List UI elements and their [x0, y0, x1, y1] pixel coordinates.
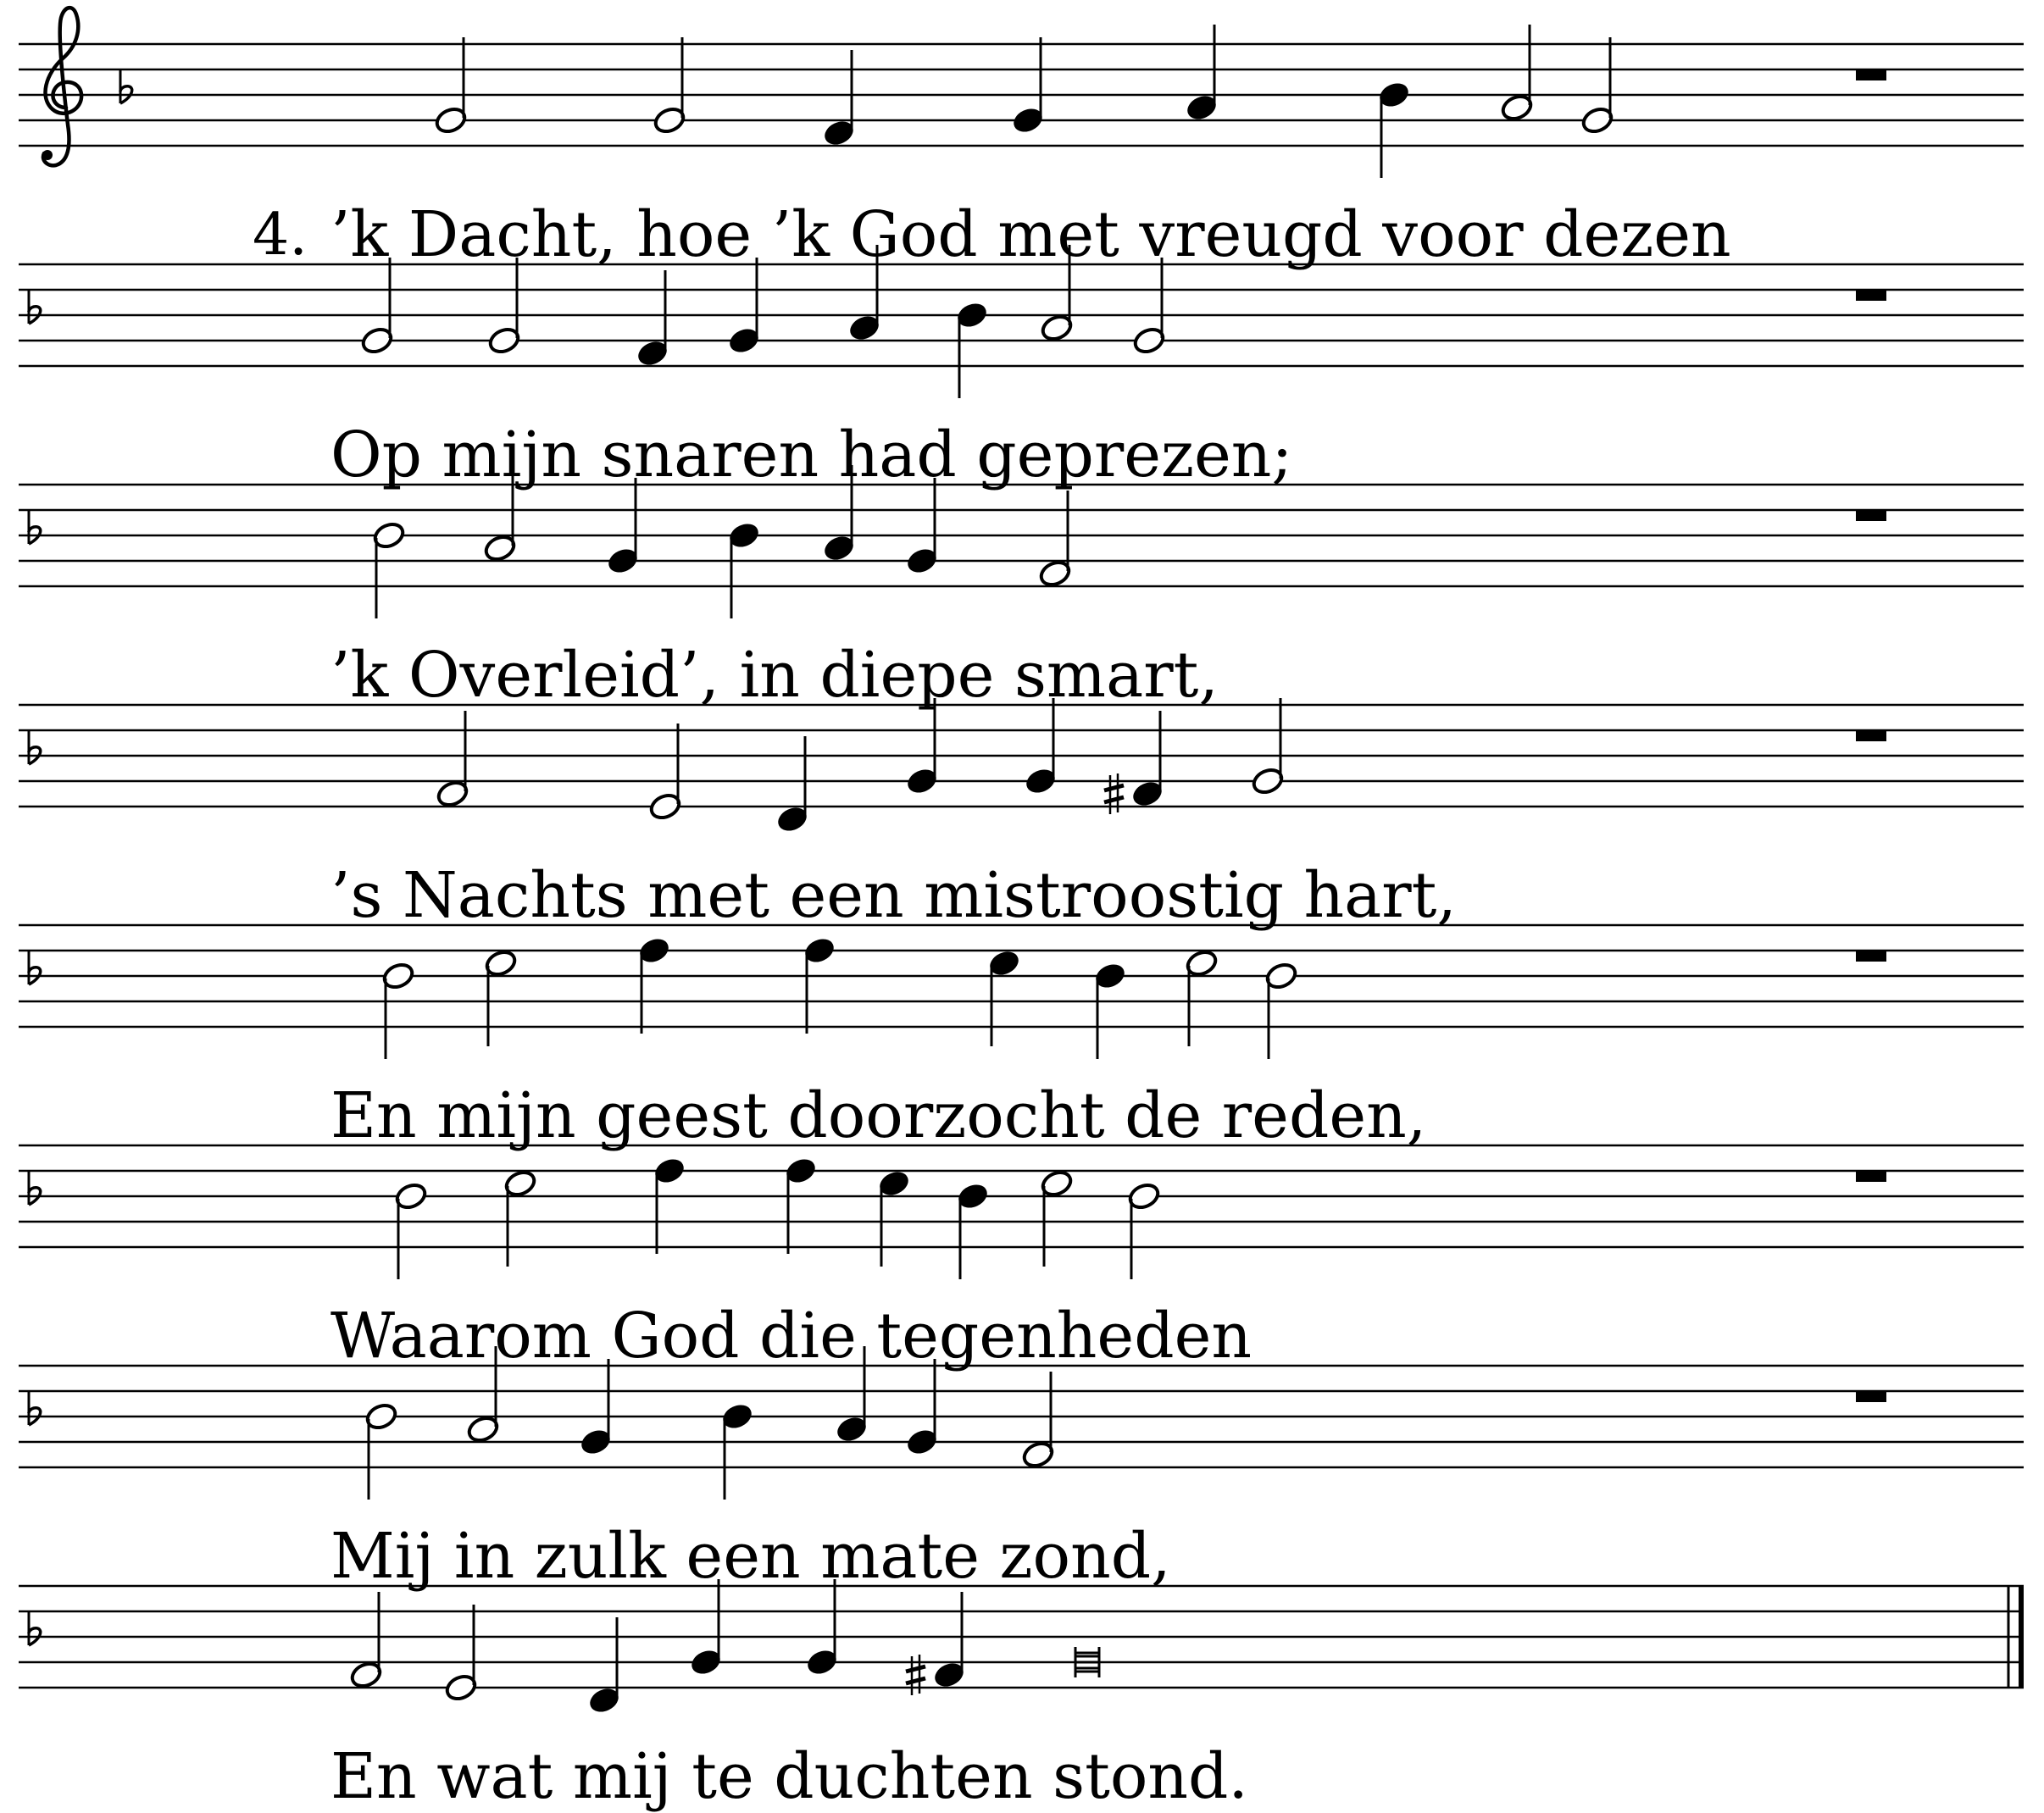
note — [579, 1359, 614, 1457]
note — [805, 1579, 840, 1677]
note — [775, 736, 810, 834]
note — [956, 1181, 991, 1279]
note — [877, 1168, 912, 1267]
note — [503, 1168, 538, 1267]
lyric-line: En wat mij te duchten stond. — [330, 1740, 1248, 1813]
note — [1377, 80, 1412, 178]
lyric-line: En mijn geest doorzocht de reden, — [330, 1079, 1427, 1152]
note — [606, 478, 641, 576]
note — [381, 961, 416, 1059]
staff-system — [19, 698, 2024, 834]
note — [727, 258, 762, 356]
note — [784, 1156, 819, 1254]
note — [487, 258, 522, 356]
note — [1075, 1647, 1099, 1677]
lyric-line: Op mijn snaren had geprezen; — [330, 419, 1293, 491]
half-rest — [1856, 69, 1886, 80]
half-rest — [1856, 950, 1886, 962]
lyric-line: ’k Dacht, hoe ’k God met vreugd voor dezen — [330, 198, 1731, 271]
sharp-sign — [1104, 773, 1124, 814]
flat-sign — [29, 290, 41, 324]
note — [987, 948, 1022, 1046]
note — [1580, 37, 1615, 136]
note — [1040, 1168, 1075, 1267]
note — [906, 1592, 966, 1695]
sharp-bar — [1104, 785, 1124, 790]
lyric-line: ’s Nachts met een mistroostig hart, — [330, 859, 1457, 932]
flat-sign — [120, 69, 132, 103]
note — [372, 520, 407, 618]
flat-sign — [29, 510, 41, 544]
flat-sign — [29, 951, 41, 984]
note — [349, 1592, 384, 1690]
note — [1185, 25, 1219, 123]
note — [364, 1401, 399, 1500]
staff-system — [19, 1145, 2024, 1279]
note — [1024, 698, 1058, 796]
half-rest — [1856, 1170, 1886, 1182]
flat-sign — [29, 1391, 41, 1425]
staff-system — [19, 925, 2024, 1059]
half-rest — [1856, 1390, 1886, 1402]
note — [587, 1617, 622, 1716]
half-rest — [1856, 509, 1886, 521]
sharp-sign — [906, 1655, 925, 1695]
note — [905, 1359, 940, 1457]
note — [955, 300, 990, 398]
note — [360, 258, 395, 356]
note — [1011, 37, 1046, 136]
note — [1185, 948, 1219, 1046]
note — [720, 1401, 755, 1500]
treble-clef — [42, 8, 81, 165]
staff-system — [19, 8, 2024, 178]
treble-clef-curve — [43, 8, 81, 165]
treble-clef-dot — [42, 150, 53, 160]
note — [436, 711, 470, 809]
sharp-bar — [906, 1678, 925, 1683]
note — [394, 1181, 429, 1279]
note — [803, 935, 837, 1034]
note — [637, 935, 672, 1034]
note — [1104, 711, 1164, 814]
note — [1038, 491, 1073, 589]
note — [444, 1605, 479, 1703]
note — [1251, 698, 1286, 796]
note — [653, 37, 687, 136]
note — [1093, 961, 1128, 1059]
note — [905, 698, 940, 796]
flat-sign — [29, 1171, 41, 1205]
note — [1127, 1181, 1162, 1279]
half-rest — [1856, 289, 1886, 301]
note — [1500, 25, 1535, 123]
lyric-line: ’k Overleid’, in diepe smart, — [330, 639, 1219, 712]
note — [1132, 258, 1167, 356]
note — [648, 724, 683, 822]
sharp-bar — [1104, 797, 1124, 802]
sharp-bar — [906, 1666, 925, 1672]
staff-system — [19, 1579, 2024, 1716]
note — [822, 50, 857, 148]
note — [1021, 1372, 1056, 1470]
note — [636, 270, 670, 369]
half-rest — [1856, 729, 1886, 741]
lyric-line: Mij in zulk een mate zond, — [330, 1520, 1171, 1593]
note — [905, 478, 940, 576]
note — [484, 948, 519, 1046]
flat-sign — [29, 730, 41, 764]
note — [727, 520, 762, 618]
verse-number: 4. — [253, 202, 308, 269]
note — [434, 37, 469, 136]
note — [689, 1579, 724, 1677]
note — [1264, 961, 1299, 1059]
note — [653, 1156, 687, 1254]
flat-sign — [29, 1611, 41, 1645]
lyric-line: Waarom God die tegenheden — [330, 1300, 1253, 1372]
